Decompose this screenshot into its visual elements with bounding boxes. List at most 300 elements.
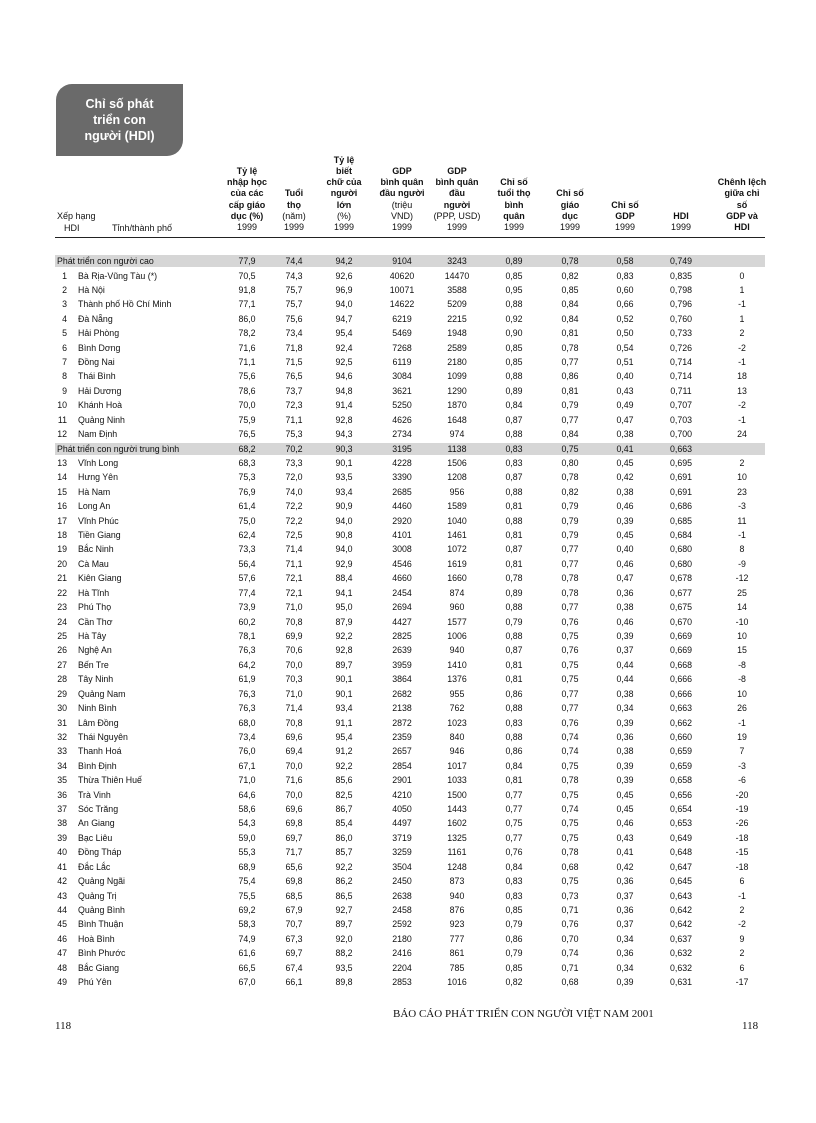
value-cell: 85,6 [335, 775, 353, 786]
header-gdp_vnd-line: GDP [392, 166, 412, 176]
rank-cell: 38 [57, 818, 67, 829]
province-cell: Bình Thuận [78, 919, 124, 930]
value-cell: 861 [449, 948, 465, 959]
table-row [0, 876, 816, 887]
value-cell: 0,34 [616, 962, 634, 973]
province-cell: Đắc Lắc [78, 861, 111, 872]
value-cell: 2416 [392, 948, 412, 959]
header-year: 1999 [446, 222, 468, 233]
value-cell: 75,5 [238, 890, 256, 901]
rank-cell: 11 [57, 414, 67, 425]
value-cell: 89,8 [335, 977, 353, 988]
table-row [0, 689, 816, 700]
value-cell: 956 [449, 486, 465, 497]
value-cell: 0,659 [669, 760, 693, 771]
value-cell: 0,796 [669, 299, 693, 310]
value-cell: 75,7 [285, 299, 303, 310]
value-cell: 0,87 [505, 414, 523, 425]
value-cell: 0,695 [669, 457, 693, 468]
value-cell: 0,38 [616, 486, 634, 497]
value-cell: 9 [739, 933, 745, 944]
rank-cell: 28 [57, 674, 67, 685]
header-year: 1999 [614, 222, 636, 232]
value-cell: -20 [735, 789, 749, 800]
value-cell: 1023 [447, 717, 467, 728]
table-row [0, 703, 816, 714]
rank-cell: 31 [57, 717, 67, 728]
header-enroll-line: nhập học [227, 177, 267, 188]
value-cell: 0,44 [616, 659, 634, 670]
value-cell: 1410 [447, 659, 467, 670]
value-cell: 1006 [447, 631, 467, 641]
header-year: 1999 [236, 222, 258, 233]
rank-cell: 27 [57, 659, 67, 670]
value-cell: 0,85 [505, 904, 523, 915]
value-cell: 86,0 [238, 313, 256, 324]
rank-cell: 41 [57, 861, 67, 872]
value-cell: 6219 [392, 313, 412, 324]
section-label: Phát triển con người trung bình [57, 443, 180, 454]
value-cell: 94,3 [335, 429, 353, 440]
value-cell: 0,714 [669, 357, 693, 368]
badge-line-1: Chỉ số phát [85, 97, 154, 111]
province-cell: Bến Tre [78, 659, 109, 670]
value-cell: 0,637 [669, 933, 693, 944]
value-cell: 0,36 [616, 948, 634, 959]
value-cell: 0,632 [669, 962, 693, 973]
table-row [0, 472, 816, 483]
value-cell: 0,632 [669, 948, 693, 959]
value-cell: 0,760 [669, 313, 693, 324]
value-cell: 0,46 [616, 558, 634, 569]
header-life_index-line: quân [503, 210, 525, 221]
value-cell: 0,75 [561, 760, 579, 771]
value-cell: 69,8 [285, 818, 303, 829]
province-cell: Khánh Hoà [78, 400, 123, 411]
table-row [0, 746, 816, 757]
value-cell: 94,6 [335, 371, 353, 382]
value-cell: 0,647 [669, 861, 693, 872]
value-cell: 67,9 [285, 904, 303, 915]
value-cell: 3084 [392, 371, 412, 382]
value-cell: 13 [737, 385, 747, 396]
table-row [0, 487, 816, 498]
value-cell: 0,643 [669, 890, 693, 901]
value-cell: 0,45 [616, 804, 634, 815]
section-value: 90,3 [335, 443, 353, 454]
rank-cell: 8 [62, 371, 67, 382]
value-cell: 2825 [392, 631, 412, 641]
table-row [0, 429, 816, 440]
value-cell: 76,5 [285, 371, 303, 382]
value-cell: 0,680 [669, 544, 693, 555]
value-cell: 0,87 [505, 645, 523, 656]
value-cell: 1443 [447, 804, 467, 815]
value-cell: 1 [739, 313, 745, 324]
page-number-left: 118 [55, 1020, 72, 1032]
value-cell: 1325 [447, 832, 467, 843]
header-edu_index-line: giáo [560, 199, 580, 210]
value-cell: 1870 [447, 400, 467, 411]
value-cell: 64,2 [238, 659, 256, 670]
value-cell: 2 [739, 457, 745, 468]
value-cell: 923 [449, 919, 465, 930]
value-cell: 0,46 [616, 501, 634, 512]
value-cell: 0,686 [669, 501, 693, 512]
value-cell: 0,77 [561, 414, 579, 425]
value-cell: 75,7 [285, 284, 303, 295]
value-cell: 85,7 [335, 847, 353, 858]
value-cell: 4101 [392, 530, 412, 541]
value-cell: 92,2 [335, 760, 353, 771]
province-cell: Bắc Giang [78, 962, 120, 973]
value-cell: 90,1 [335, 457, 353, 468]
value-cell: 0,83 [505, 457, 523, 468]
value-cell: 78,6 [238, 385, 256, 396]
header-hdi [646, 211, 716, 233]
value-cell: 70,8 [285, 616, 303, 627]
value-cell: 71,7 [285, 847, 303, 858]
province-cell: Thanh Hoá [78, 746, 122, 757]
value-cell: 0,76 [561, 645, 579, 656]
header-gdp_ppp-line: GDP [447, 166, 467, 176]
value-cell: 960 [449, 602, 465, 613]
value-cell: 0,86 [505, 688, 523, 699]
header-literacy-line: biết [335, 166, 352, 176]
value-cell: 14470 [444, 270, 470, 281]
value-cell: 76,0 [238, 746, 256, 757]
value-cell: 2359 [392, 731, 412, 742]
value-cell: 92,4 [335, 342, 353, 353]
value-cell: 777 [449, 933, 465, 944]
rank-cell: 6 [62, 342, 67, 353]
value-cell: 0,86 [561, 371, 579, 382]
value-cell: 64,6 [238, 789, 256, 800]
value-cell: 0,642 [669, 904, 693, 915]
value-cell: 92,0 [335, 933, 353, 944]
value-cell: 69,6 [285, 731, 303, 742]
value-cell: 19 [737, 731, 747, 742]
table-row [0, 775, 816, 786]
badge-line-2: triển con [93, 113, 146, 127]
value-cell: 0,83 [505, 876, 523, 887]
value-cell: 0,40 [616, 371, 634, 382]
rank-cell: 37 [57, 804, 67, 815]
value-cell: -8 [738, 674, 746, 685]
section-value: 0,75 [561, 443, 579, 454]
value-cell: 94,7 [335, 313, 353, 324]
value-cell: 92,7 [335, 904, 353, 915]
value-cell: 0,666 [669, 674, 693, 685]
section-label: Phát triển con người cao [57, 256, 154, 266]
value-cell: 72,2 [285, 501, 303, 512]
value-cell: 86,7 [335, 804, 353, 815]
value-cell: 71,6 [238, 342, 256, 353]
value-cell: 0,75 [561, 876, 579, 887]
value-cell: 0,40 [616, 544, 634, 555]
value-cell: 0,76 [561, 616, 579, 627]
value-cell: 0,711 [670, 385, 692, 396]
header-year: 1999 [670, 222, 692, 232]
table-row [0, 963, 816, 974]
value-cell: 3959 [392, 659, 412, 670]
value-cell: 0,87 [505, 544, 523, 555]
value-cell: -10 [735, 616, 749, 627]
header-literacy-line: lớn [336, 199, 352, 210]
value-cell: 1589 [447, 501, 467, 512]
value-cell: 955 [449, 688, 465, 699]
section-badge [56, 84, 183, 156]
value-cell: 61,9 [238, 674, 256, 685]
rank-cell: 14 [57, 472, 67, 483]
value-cell: 0,75 [561, 818, 579, 829]
value-cell: 72,2 [285, 515, 303, 526]
value-cell: 90,1 [335, 688, 353, 699]
table-row [0, 934, 816, 945]
rank-cell: 21 [57, 573, 67, 584]
value-cell: 0,41 [616, 847, 634, 858]
value-cell: 0,88 [505, 731, 523, 742]
value-cell: 2138 [392, 703, 412, 714]
value-cell: 0,85 [561, 284, 579, 295]
value-cell: -2 [738, 919, 746, 930]
rank-cell: 26 [57, 645, 67, 656]
value-cell: 4050 [392, 804, 412, 815]
value-cell: 2592 [392, 919, 412, 930]
header-literacy-line: chữ của [326, 177, 362, 188]
value-cell: 68,3 [238, 457, 256, 468]
header-year: 1999 [283, 222, 305, 232]
value-cell: 0,669 [669, 645, 693, 656]
value-cell: 0,38 [616, 602, 634, 613]
value-cell: 77,4 [238, 587, 256, 598]
value-cell: 1648 [447, 414, 467, 425]
value-cell: 0,85 [505, 342, 523, 353]
value-cell: 74,9 [238, 933, 256, 944]
value-cell: 0,660 [669, 731, 693, 742]
table-row [0, 386, 816, 397]
province-cell: Bình Dơng [78, 342, 121, 353]
value-cell: 95,0 [335, 602, 353, 613]
value-cell: 0,77 [505, 832, 523, 843]
rank-cell: 29 [57, 688, 67, 699]
value-cell: 73,9 [238, 602, 256, 613]
table-row [0, 299, 816, 310]
value-cell: 1506 [447, 457, 467, 468]
rank-cell: 39 [57, 832, 67, 843]
value-cell: 94,8 [335, 385, 353, 396]
province-cell: Cần Thơ [78, 616, 113, 627]
value-cell: 14622 [389, 299, 415, 310]
value-cell: 0,47 [616, 414, 634, 425]
value-cell: 4626 [392, 414, 412, 425]
value-cell: 2180 [392, 933, 412, 944]
value-cell: -18 [735, 861, 749, 872]
value-cell: 92,8 [335, 645, 353, 656]
value-cell: 70,7 [285, 919, 303, 930]
value-cell: 2854 [392, 760, 412, 771]
value-cell: 3864 [392, 674, 412, 685]
value-cell: 0,659 [669, 746, 693, 757]
value-cell: 77,1 [238, 299, 256, 310]
value-cell: 6119 [392, 357, 412, 368]
value-cell: 0,78 [561, 847, 579, 858]
value-cell: 75,9 [238, 414, 256, 425]
value-cell: 0,54 [616, 342, 634, 353]
value-cell: 0,733 [669, 328, 693, 339]
province-cell: Phú Yên [78, 977, 112, 988]
value-cell: 2639 [392, 645, 412, 656]
value-cell: 1033 [447, 775, 467, 786]
table-row [0, 371, 816, 382]
province-cell: Nghệ An [78, 645, 112, 656]
value-cell: 0,85 [505, 962, 523, 973]
value-cell: 0,703 [669, 414, 693, 425]
value-cell: 0,82 [561, 270, 579, 281]
value-cell: 0,81 [505, 659, 523, 670]
rank-cell: 44 [57, 904, 67, 915]
section-value: 0,83 [505, 443, 523, 454]
table-row [0, 919, 816, 930]
value-cell: 3719 [392, 832, 412, 843]
value-cell: 70,0 [238, 400, 256, 411]
value-cell: 0,78 [561, 342, 579, 353]
value-cell: 0,77 [561, 688, 579, 699]
value-cell: 59,0 [238, 832, 256, 843]
value-cell: 0,38 [616, 688, 634, 699]
rank-cell: 19 [57, 544, 67, 555]
rank-cell: 36 [57, 789, 67, 800]
value-cell: 15 [737, 645, 747, 656]
value-cell: 0,39 [616, 760, 634, 771]
value-cell: 75,0 [238, 515, 256, 526]
value-cell: 92,8 [335, 414, 353, 425]
table-row [0, 905, 816, 916]
value-cell: 4497 [392, 818, 412, 829]
value-cell: 4460 [392, 501, 412, 512]
value-cell: 0,50 [616, 328, 634, 339]
value-cell: 0,43 [616, 832, 634, 843]
value-cell: 94,0 [335, 544, 353, 555]
value-cell: 2450 [392, 876, 412, 887]
value-cell: 1161 [447, 847, 467, 858]
value-cell: 0,691 [669, 472, 693, 483]
value-cell: 0,66 [616, 299, 634, 310]
value-cell: 0,645 [669, 876, 693, 887]
value-cell: 762 [449, 703, 465, 714]
value-cell: 0,654 [669, 804, 693, 815]
table-row [0, 314, 816, 325]
value-cell: 67,4 [285, 962, 303, 973]
value-cell: 0,691 [669, 486, 693, 497]
value-cell: 0,76 [561, 919, 579, 930]
value-cell: 0,656 [669, 789, 693, 800]
value-cell: -19 [735, 804, 749, 815]
rank-cell: 34 [57, 760, 67, 771]
header-diff-line: HDI [734, 222, 750, 232]
value-cell: 18 [737, 371, 747, 382]
header-life-line: Tuổi [284, 188, 304, 199]
value-cell: 0,84 [561, 429, 579, 440]
value-cell: 0,835 [669, 270, 693, 281]
value-cell: 89,7 [335, 919, 353, 930]
rank-cell: 16 [57, 501, 67, 512]
header-gdp_ppp-line: đầu [448, 188, 465, 199]
value-cell: 69,8 [285, 876, 303, 887]
value-cell: 4660 [392, 573, 412, 584]
rank-cell: 23 [57, 602, 67, 613]
value-cell: 0,76 [505, 847, 523, 858]
value-cell: 7 [739, 746, 745, 757]
value-cell: 1016 [447, 977, 467, 988]
header-gdp_vnd-line: VND) [391, 210, 413, 221]
value-cell: 56,4 [238, 558, 256, 569]
value-cell: 0,88 [505, 486, 523, 497]
section-medium [0, 444, 816, 455]
section-value: 0,663 [669, 443, 693, 454]
province-cell: Thái Bình [78, 371, 116, 382]
value-cell: 93,4 [335, 703, 353, 714]
value-cell: 0,39 [616, 631, 634, 641]
header-literacy-line: người [330, 188, 358, 199]
value-cell: 10 [737, 631, 747, 641]
value-cell: 0,79 [505, 948, 523, 959]
value-cell: 0,51 [616, 357, 634, 368]
value-cell: 71,6 [285, 775, 303, 786]
value-cell: 66,5 [238, 962, 256, 973]
value-cell: 2454 [392, 587, 412, 598]
value-cell: 0,42 [616, 472, 634, 483]
header-gdp_vnd-line: đầu người [379, 188, 425, 199]
value-cell: 2204 [392, 962, 412, 973]
value-cell: 0,89 [505, 587, 523, 598]
value-cell: 0,79 [561, 530, 579, 541]
value-cell: 0,798 [669, 284, 693, 295]
header-enroll-line: Tỷ lệ [236, 166, 258, 176]
value-cell: 0,37 [616, 645, 634, 656]
header-gdp_index-line: GDP [615, 210, 635, 221]
value-cell: 71,4 [285, 544, 303, 555]
value-cell: 4210 [392, 789, 412, 800]
value-cell: 940 [449, 890, 465, 901]
value-cell: 92,2 [335, 861, 353, 872]
table-row [0, 458, 816, 469]
province-cell: Đà Nẵng [78, 313, 113, 324]
table-row [0, 862, 816, 873]
value-cell: 40620 [389, 270, 415, 281]
value-cell: 1 [739, 284, 745, 295]
value-cell: -26 [735, 818, 749, 829]
section-value: 0,78 [561, 256, 579, 266]
value-cell: 5250 [392, 400, 412, 411]
value-cell: -2 [738, 342, 746, 353]
value-cell: 95,4 [335, 328, 353, 339]
value-cell: 1290 [447, 385, 467, 396]
value-cell: 1577 [447, 616, 467, 627]
value-cell: -8 [738, 659, 746, 670]
table-row [0, 357, 816, 368]
value-cell: 0,77 [561, 544, 579, 555]
value-cell: 0,37 [616, 890, 634, 901]
value-cell: 4427 [392, 616, 412, 627]
value-cell: 2 [739, 904, 745, 915]
value-cell: 0,39 [616, 977, 634, 988]
value-cell: 70,0 [285, 760, 303, 771]
header-diff [707, 177, 777, 233]
value-cell: 69,7 [285, 832, 303, 843]
value-cell: 70,0 [285, 789, 303, 800]
value-cell: 0,84 [561, 299, 579, 310]
